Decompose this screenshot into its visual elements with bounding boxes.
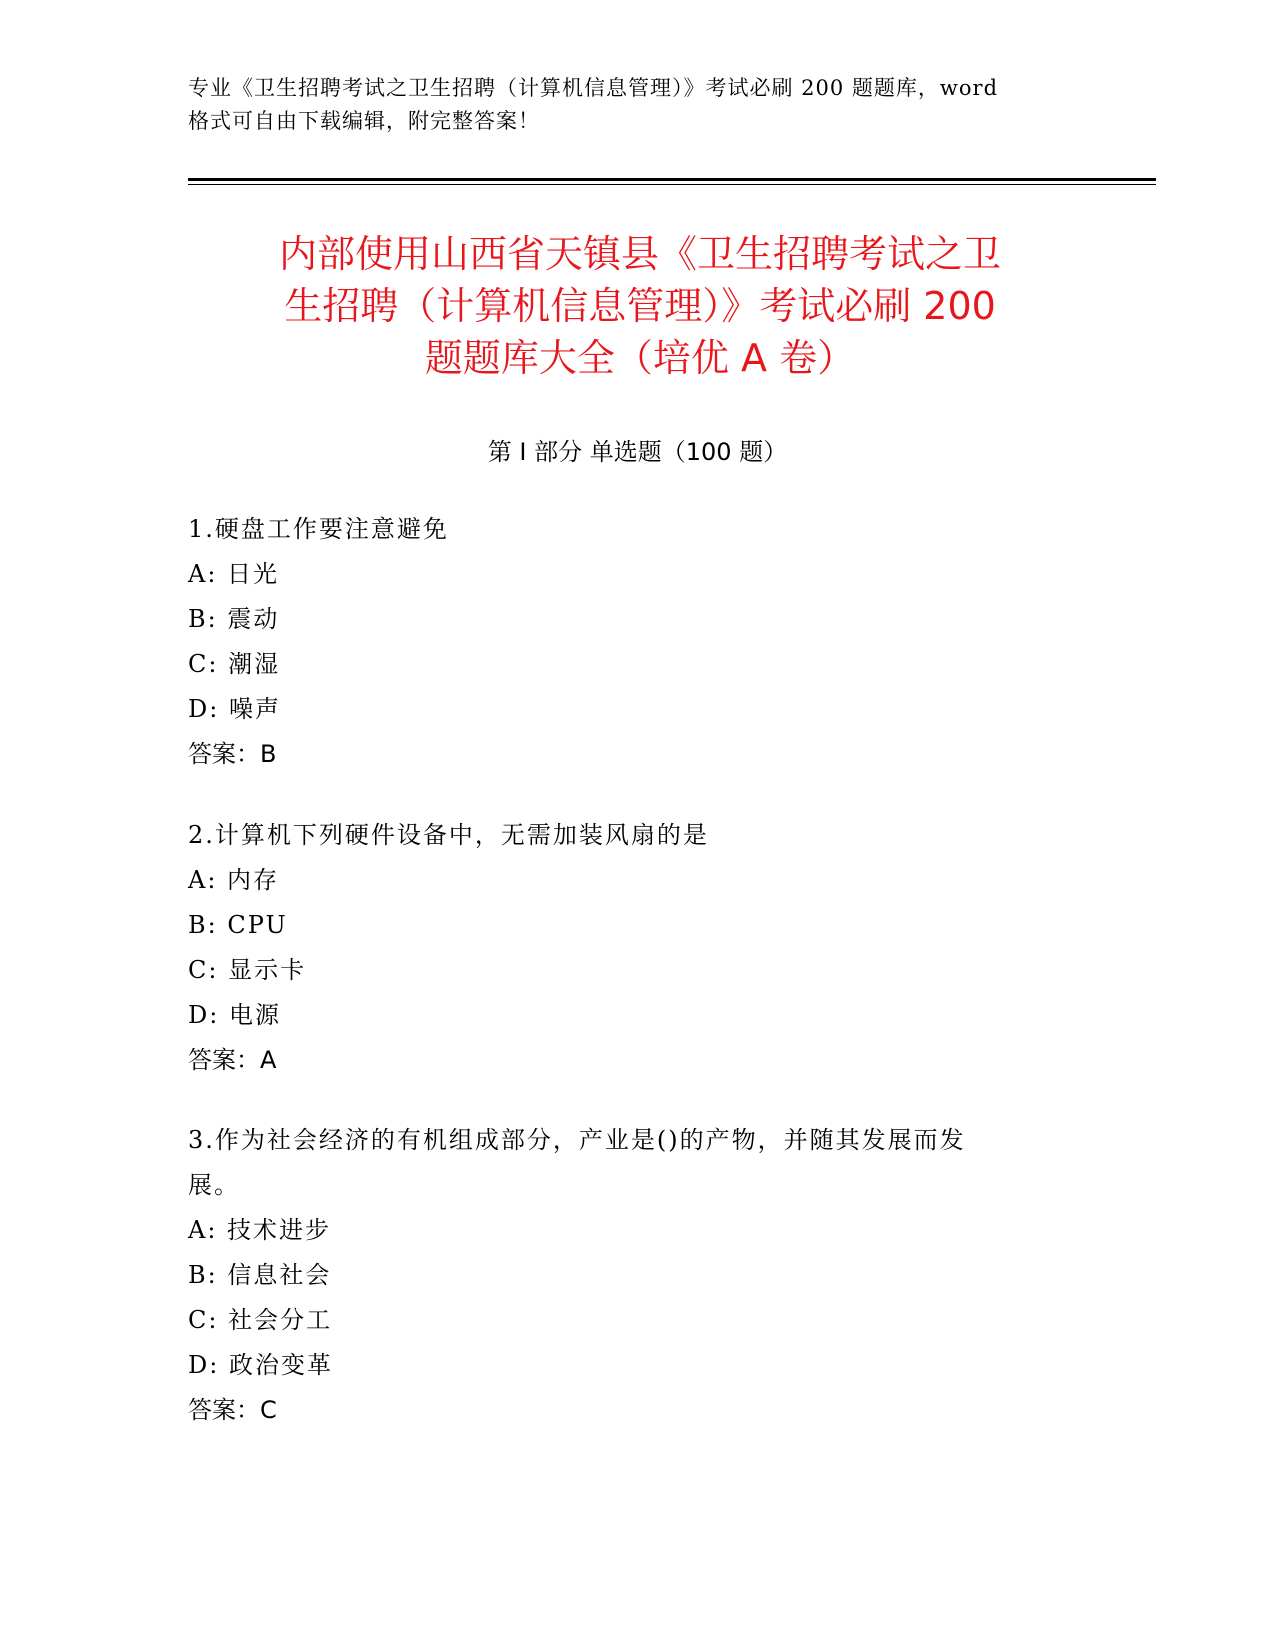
answer: 答案：C [188,1396,277,1424]
option-b: B: 震动 [188,605,280,633]
question-stem-continued: 展。 [188,1171,240,1199]
option-d: D: 电源 [188,1001,281,1029]
question-stem: 2.计算机下列硬件设备中，无需加装风扇的是 [188,821,709,849]
header-note-line-1: 专业《卫生招聘考试之卫生招聘（计算机信息管理）》考试必刷 200 题题库，word [188,76,999,100]
header-note-line-2: 格式可自由下载编辑，附完整答案！ [188,109,540,133]
document-header-note [188,72,1098,138]
section-title: 第 I 部分 单选题（100 题） [487,438,788,466]
header-rule-thin [188,184,1156,185]
document-title-line-3: 题题库大全（培优 A 卷） [424,336,856,380]
header-rule-thick [188,178,1156,181]
question-1 [188,507,1088,777]
question-3 [188,1118,1088,1433]
question-stem: 3.作为社会经济的有机组成部分，产业是()的产物，并随其发展而发 [188,1126,966,1154]
question-2 [188,813,1088,1083]
option-a: A: 技术进步 [188,1216,332,1244]
option-a: A: 日光 [188,560,280,588]
option-c: C: 潮湿 [188,650,281,678]
option-b: B: 信息社会 [188,1261,332,1289]
option-b: B: CPU [188,911,288,939]
option-c: C: 社会分工 [188,1306,333,1334]
answer: 答案：A [188,1046,277,1074]
option-c: C: 显示卡 [188,956,307,984]
document-title-line-1: 内部使用山西省天镇县《卫生招聘考试之卫 [278,232,1001,276]
option-d: D: 政治变革 [188,1351,333,1379]
answer: 答案：B [188,740,277,768]
option-a: A: 内存 [188,866,280,894]
document-title-line-2: 生招聘（计算机信息管理）》考试必刷 200 [284,284,996,328]
question-stem: 1.硬盘工作要注意避免 [188,515,449,543]
document-title [190,228,1090,384]
option-d: D: 噪声 [188,695,281,723]
